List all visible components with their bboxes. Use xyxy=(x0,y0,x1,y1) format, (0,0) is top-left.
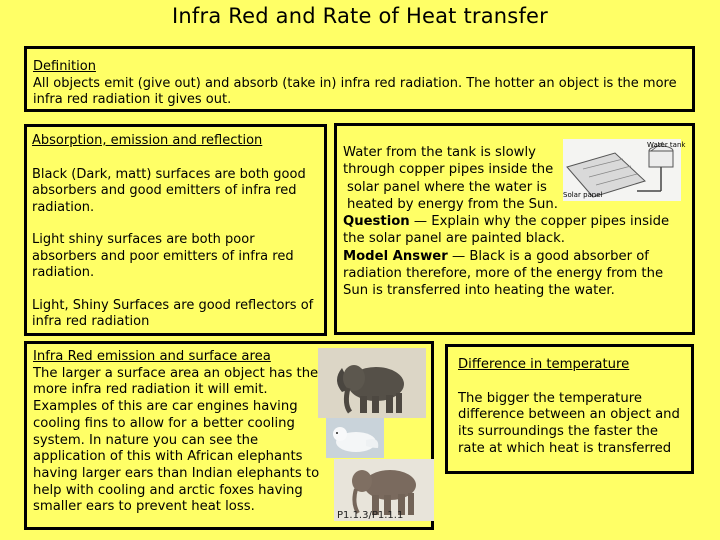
temperature-heading: Difference in temperature xyxy=(458,357,630,372)
diagram-label-tank: Water tank xyxy=(647,141,686,149)
question-label: Question xyxy=(343,214,410,230)
page-title: Infra Red and Rate of Heat transfer xyxy=(172,4,548,28)
question-text: Question — Explain why the copper pipes inside the solar panel are painted black. xyxy=(343,214,670,247)
african-elephant-image xyxy=(318,348,426,418)
absorption-para-reflect: Light, Shiny Surfaces are good reflectors of infra red radiation xyxy=(32,297,314,329)
solar-panel-box xyxy=(334,123,695,335)
model-answer-text: Model Answer — Black is a good absorber of radiation therefore, more of the energy from the Sun is transferred into heating the water. xyxy=(343,248,664,299)
absorption-para-shiny: Light shiny surfaces are both poor absorbers and poor emitters of infra red radiation. xyxy=(32,232,294,280)
model-answer-label: Model Answer xyxy=(343,248,448,264)
surface-area-text: The larger a surface area an object has the more infra red radiation it will emit. Examples of this are car engines having cooling fins to allow for a better cooling system. In nature you can see the application of this with African elephants having larger ears than Indian elephants to help with cooling and arctic foxes having smaller ears to prevent heat loss. xyxy=(33,365,320,515)
water-line-3: solar panel where the water is xyxy=(347,179,547,195)
absorption-box xyxy=(24,124,327,336)
surface-area-heading: Infra Red emission and surface area xyxy=(33,349,271,364)
definition-box xyxy=(24,46,695,112)
water-line-2: through copper pipes inside the xyxy=(343,162,554,178)
temperature-box xyxy=(445,344,694,474)
temperature-text: The bigger the temperature difference between an object and its surroundings the faster the rate at which heat is transferred xyxy=(458,390,680,456)
specification-reference: P1.1.3/P1.1.1 xyxy=(337,510,404,521)
absorption-para-black: Black (Dark, matt) surfaces are both good absorbers and good emitters of infra red radiation. xyxy=(32,166,306,215)
absorption-heading: Absorption, emission and reflection xyxy=(32,133,263,148)
definition-text: All objects emit (give out) and absorb (take in) infra red radiation. The hotter an object is the more infra red radiation it gives out. xyxy=(33,75,677,107)
water-line-1: Water from the tank is slowly xyxy=(343,145,536,160)
arctic-fox-image xyxy=(326,418,384,458)
definition-heading: Definition xyxy=(33,59,96,74)
water-line-4: heated by energy from the Sun. xyxy=(347,196,558,212)
diagram-label-panel: Solar panel xyxy=(563,191,603,199)
